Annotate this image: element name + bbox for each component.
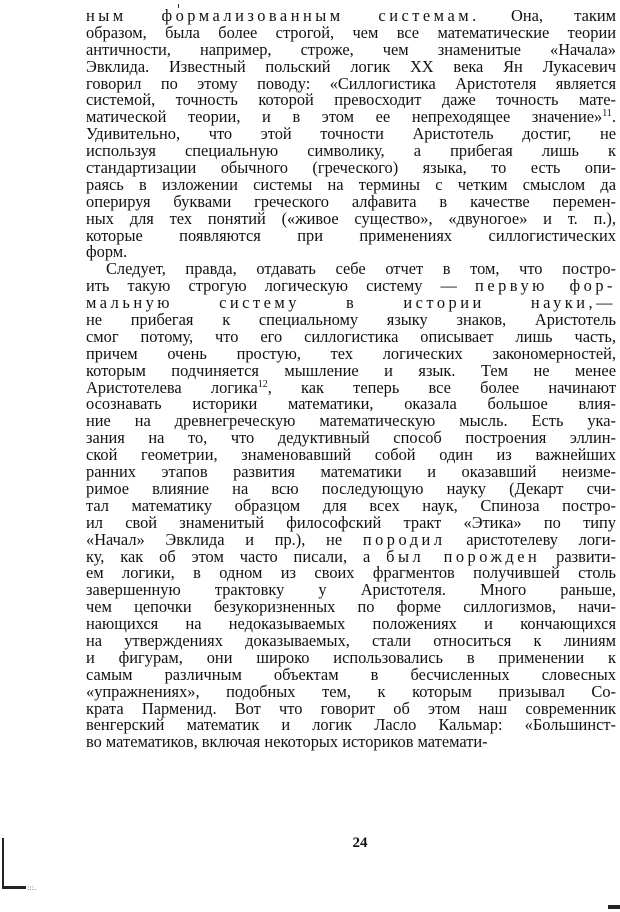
text-run: которым подчиняется мышление и язык. Тем не менее [86, 360, 616, 380]
paragraph [86, 8, 616, 261]
text-run: говорил по этому поводу: «Силлогистика Аристотеля является [86, 73, 616, 93]
emphasis-spaced: был порожден [386, 546, 541, 566]
emphasis-spaced: первую фор- [475, 276, 616, 296]
footnote-ref: 12 [257, 378, 268, 390]
text-run: Она, таким [479, 6, 617, 25]
text-run: ных для тех понятий («живое существо», «двуногое» и т. п.), [86, 208, 616, 228]
scan-artifact-dots: :::. [27, 884, 37, 892]
text-run: причем очень простую, тех логических закономерностей, [86, 343, 616, 363]
text-run: нающихся на недоказываемых положениях и кончающихся [86, 614, 616, 634]
text-run: образом, была более строгой, чем все математические теории [86, 22, 616, 42]
scan-artifact-right-mark [608, 905, 620, 909]
emphasis-spaced: мальную систему в истории науки,— [86, 293, 616, 313]
text-run: Удивительно, что этой точности Аристотель достиг, не [86, 124, 616, 144]
text-run: на утверждениях доказываемых, стали относиться к линиям [86, 630, 616, 650]
emphasis-spaced: ным формализованным системам. [86, 6, 480, 25]
text-run: смог потому, что его силлогистика описывает лишь часть, [86, 326, 616, 346]
text-run: во математиков, включая некоторых историков математи- [86, 732, 488, 752]
emphasis-spaced: породил [362, 529, 446, 549]
text-run: тал математику образцом для всех наук, Спиноза постро- [86, 495, 616, 515]
text-run: раясь в изложении системы на термины с четким смыслом да [86, 174, 616, 194]
text-run: ку, как об этом часто писали, а [86, 546, 387, 566]
text-run: ил свой знаменитый философский тракт «Этика» по типу [86, 512, 616, 532]
text-run: и фигурам, они широко использовались в применении к [86, 647, 616, 667]
text-run: не прибегая к специальному языку знаков, Аристотель [86, 310, 616, 330]
scan-artifact-corner-horizontal [2, 886, 26, 889]
text-run: «упражнениях», подобных тем, к которым призывал Со- [86, 681, 616, 701]
text-line [86, 734, 616, 751]
text-run: Аристотелева логика [86, 377, 258, 397]
text-run: зания на то, что дедуктивный способ построения эллин- [86, 428, 616, 448]
text-run: завершенную трактовку у Аристотеля. Много раньше, [86, 580, 616, 600]
text-run: крата Парменид. Вот что говорит об этом наш современник [86, 698, 616, 718]
page-number: 24 [352, 835, 368, 851]
text-run: ем логики, в одном из своих фрагментов получившей столь [86, 563, 616, 583]
text-line [86, 225, 616, 245]
text-run: осознавать историки математики, оказала большое влия- [86, 394, 616, 414]
paragraph [86, 261, 616, 751]
text-run: матической теории, и в этом ее непреходящее значение» [86, 107, 603, 127]
text-run: римое влияние на всю последующую науку (Декарт счи- [86, 478, 616, 498]
text-run: ской геометрии, знаменовавший собой один из важнейших [86, 445, 616, 465]
text-run: . [611, 107, 616, 127]
text-run: оперируя буквами греческого алфавита в качестве перемен- [86, 191, 616, 211]
text-run: стандартизации обычного (греческого) языка, то есть опи- [86, 158, 616, 178]
text-run: Следует, правда, отдавать себе отчет в том, что постро- [106, 259, 616, 279]
text-run: которые появляются при применениях силлогистических [86, 225, 616, 245]
text-run: , как теперь все более начинают [267, 377, 616, 397]
text-run: античности, например, строже, чем знаменитые «Начала» [86, 39, 616, 59]
text-run: развити- [540, 546, 617, 566]
text-run: форм. [86, 242, 128, 262]
text-run: используя специальную символику, а прибегая лишь к [86, 141, 616, 161]
text-run: ние на древнегреческую математическую мысль. Есть ука- [86, 411, 616, 431]
text-run: «Начал» Эвклида и пр.), не [86, 529, 363, 549]
scan-artifact-corner-vertical [2, 838, 4, 888]
text-run: чем цепочки безукоризненных по форме силлогизмов, начи- [86, 597, 616, 617]
text-run: ить такую строгую логическую систему — [86, 276, 476, 296]
text-run: аристотелеву логи- [445, 529, 616, 549]
body-text [86, 8, 616, 751]
text-run: ранних этапов развития математики и оказавший неизме- [86, 462, 616, 482]
text-run: системой, точность которой превосходит даже точность мате- [86, 90, 616, 110]
footnote-ref: 11 [602, 108, 612, 120]
text-run: Эвклида. Известный польский логик XX века Ян Лукасевич [86, 56, 616, 76]
text-run: самым различным объектам в бесчисленных словесных [86, 664, 616, 684]
text-run: венгерский математик и логик Ласло Кальмар: «Большинст- [86, 715, 616, 735]
